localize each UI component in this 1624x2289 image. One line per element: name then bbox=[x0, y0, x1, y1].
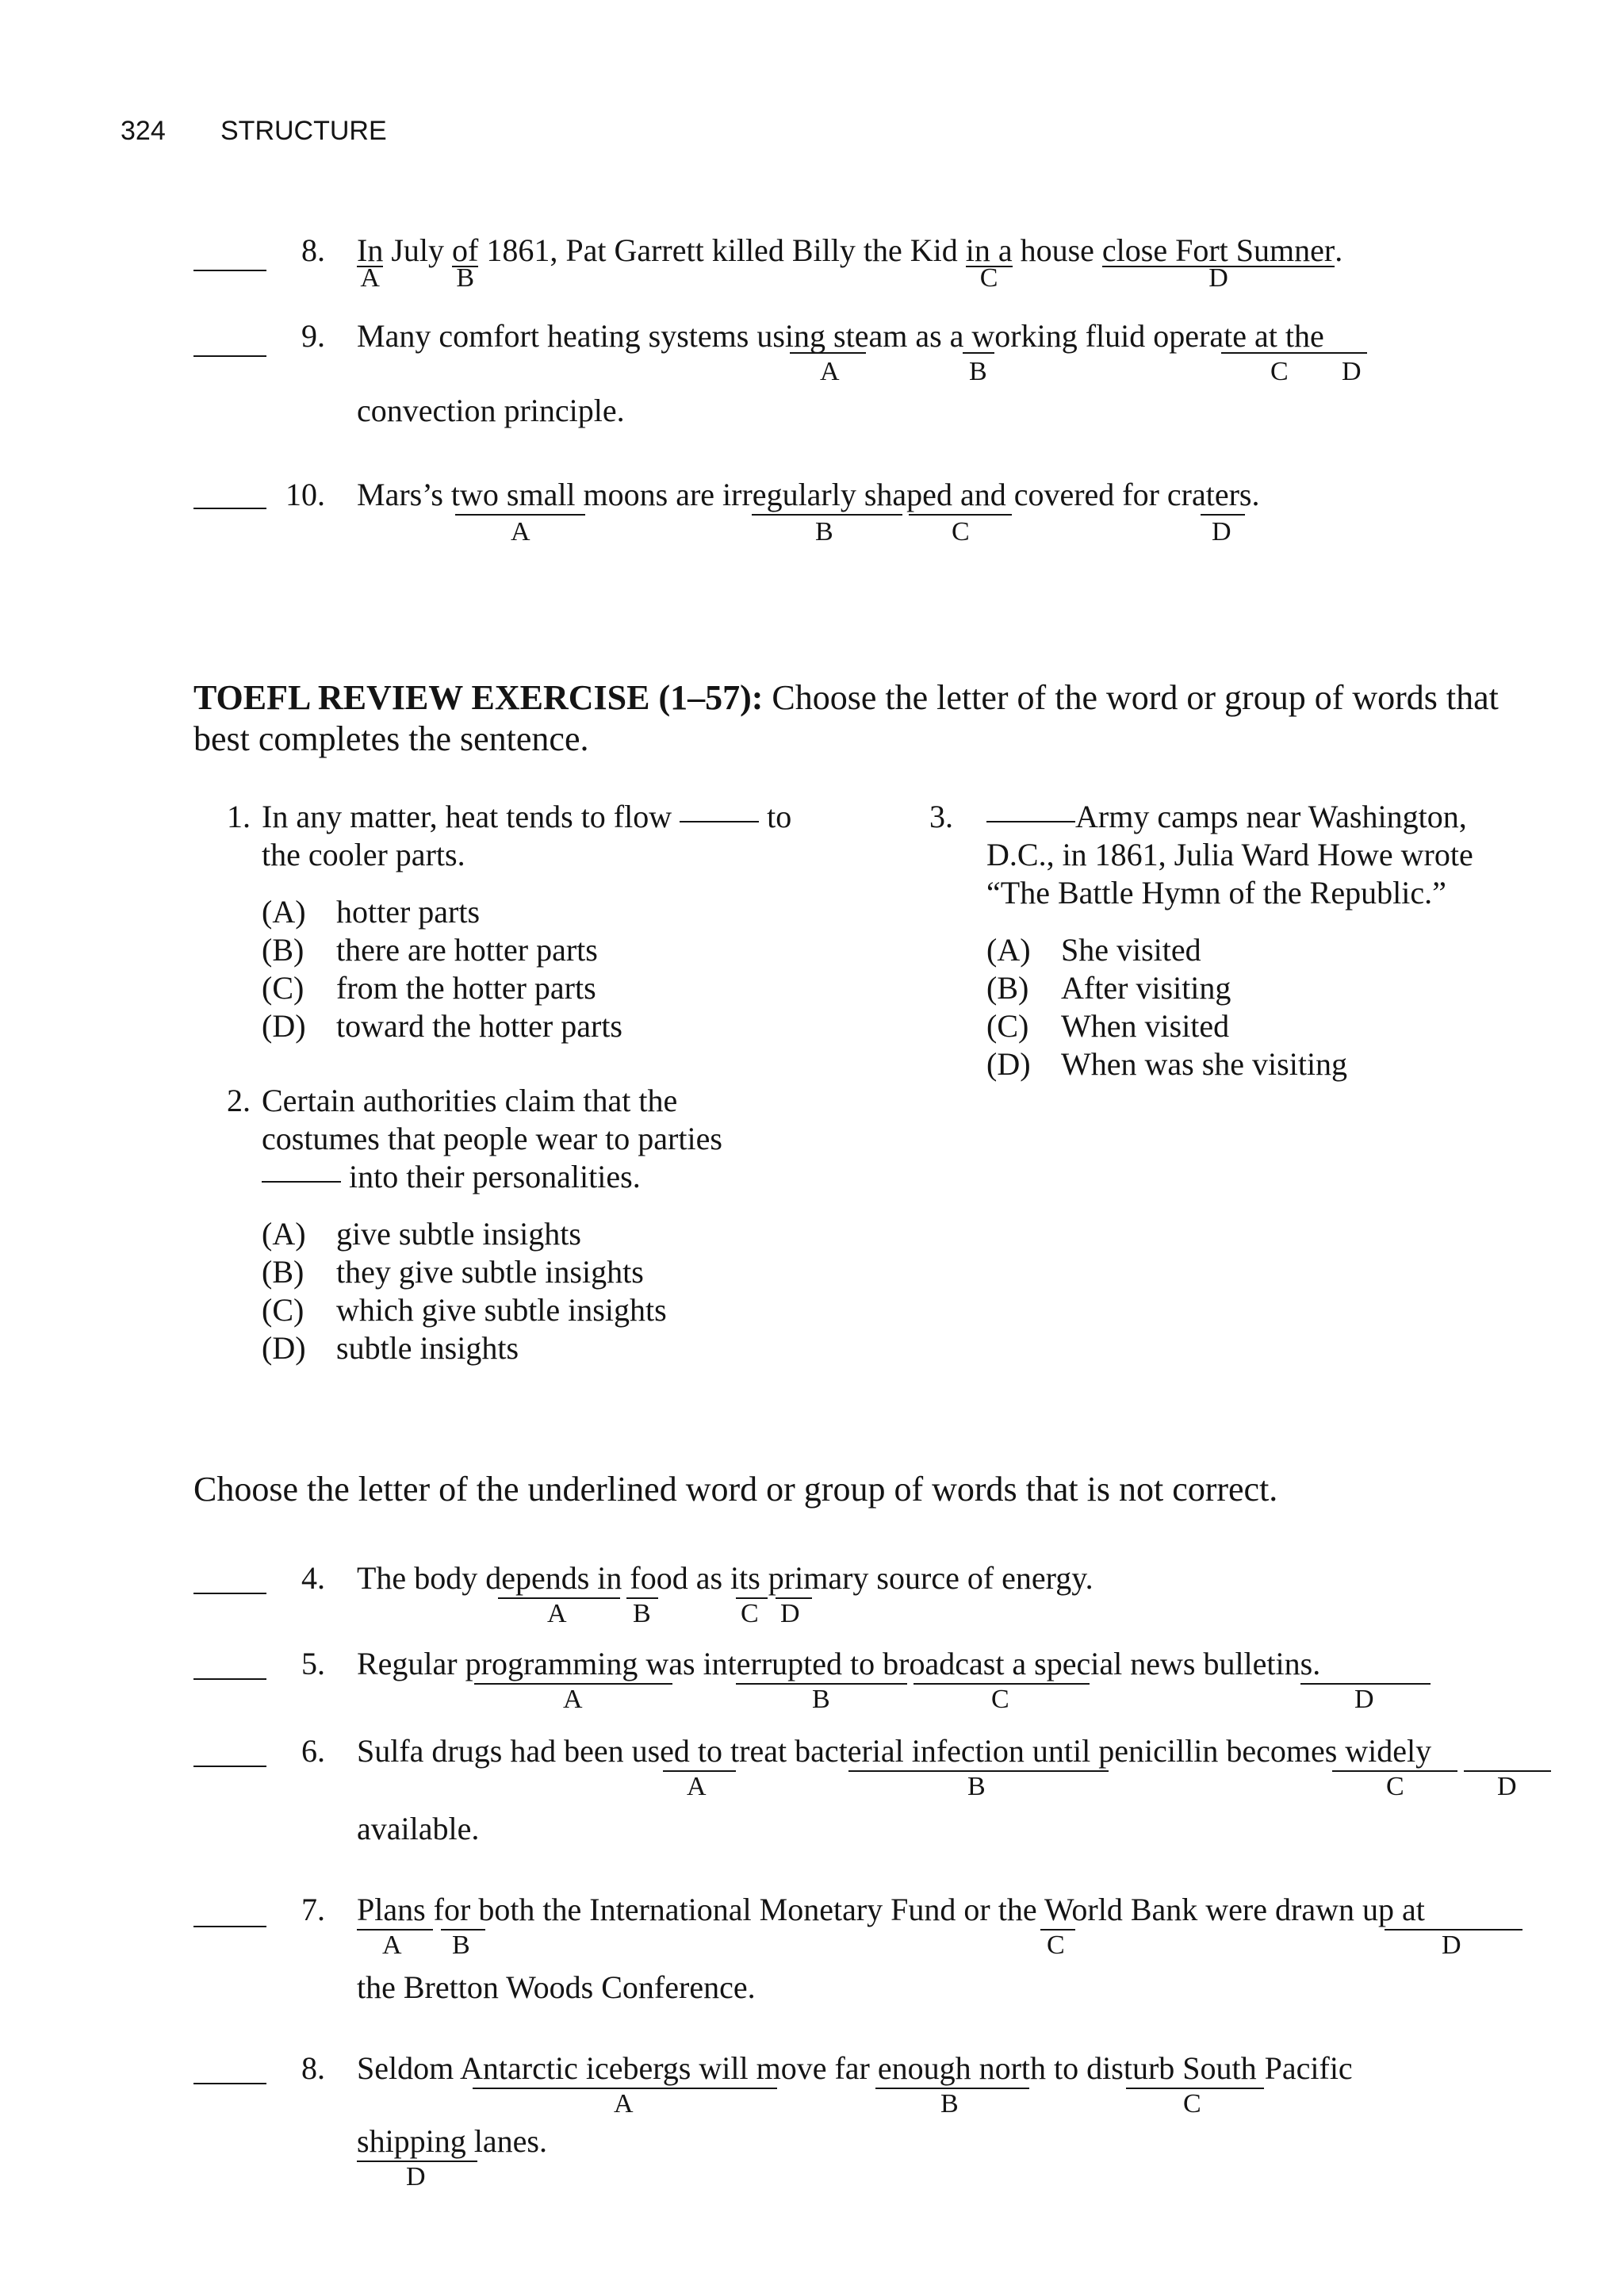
item-sentence: Seldom Antarctic icebergs will move far enough north to disturb South Pacific bbox=[357, 2050, 1353, 2086]
option-letter-c: C bbox=[991, 1685, 1009, 1714]
underline-a bbox=[790, 352, 866, 354]
question-3-text: Army camps near Washington, D.C., in 1861, Julia Ward Howe wrote “The Battle Hymn of the Republic.” bbox=[986, 799, 1473, 911]
item-number: 9. bbox=[301, 318, 325, 354]
underline-b bbox=[752, 514, 902, 516]
underlined-option-d: close Fort Sumner D bbox=[1101, 232, 1335, 293]
item-number: 6. bbox=[301, 1733, 325, 1769]
option-c[interactable]: (C) which give subtle insights bbox=[262, 1292, 667, 1328]
question-2: 2. bbox=[227, 1083, 251, 1118]
option-a[interactable]: (A) hotter parts bbox=[262, 894, 481, 930]
item-sentence: Regular programming was interrupted to broadcast a special news bulletins. bbox=[357, 1646, 1321, 1681]
option-letter-d: D bbox=[1354, 1685, 1374, 1714]
option-letter-d: D bbox=[1342, 357, 1362, 386]
option-letter-a: A bbox=[563, 1685, 583, 1714]
option-d[interactable]: (D) subtle insights bbox=[262, 1330, 519, 1366]
option-a[interactable]: (A) give subtle insights bbox=[262, 1216, 581, 1252]
option-letter-d: D bbox=[780, 1599, 800, 1628]
item-sentence-cont: convection principle. bbox=[357, 393, 625, 428]
question-1: 1. bbox=[227, 799, 251, 834]
option-letter-b: B bbox=[633, 1599, 651, 1628]
answer-blank[interactable] bbox=[193, 270, 266, 271]
option-letter-a: A bbox=[511, 517, 530, 546]
option-c[interactable]: (C) When visited bbox=[986, 1008, 1230, 1044]
answer-gap bbox=[680, 821, 759, 822]
option-b[interactable]: (B) After visiting bbox=[986, 970, 1231, 1006]
option-letter-c: C bbox=[741, 1599, 759, 1628]
option-letter-b: B bbox=[969, 357, 987, 386]
option-letter-b: B bbox=[812, 1685, 830, 1714]
option-letter-d: D bbox=[1497, 1772, 1517, 1801]
item-sentence: In A July of B 1861, Pat Garrett killed Billy the Kid in a C house close Fort Sumner D . bbox=[357, 232, 1343, 293]
option-letter-d: D bbox=[1442, 1931, 1461, 1960]
option-letter-a: A bbox=[382, 1931, 402, 1960]
answer-gap bbox=[262, 1181, 341, 1183]
option-letter-c: C bbox=[1047, 1931, 1065, 1960]
section-instruction: Choose the letter of the underlined word or group of words that is not correct. bbox=[193, 1470, 1278, 1509]
answer-gap bbox=[986, 821, 1075, 822]
item-number: 5. bbox=[301, 1646, 325, 1681]
underlined-option-a: In A bbox=[357, 232, 384, 293]
item-sentence: The body depends in food as its primary source of energy. bbox=[357, 1560, 1094, 1596]
option-letter-a: A bbox=[687, 1772, 707, 1801]
answer-blank[interactable] bbox=[193, 355, 266, 357]
option-letter-c: C bbox=[952, 517, 970, 546]
underline-a bbox=[455, 514, 585, 516]
item-number: 10. bbox=[285, 477, 325, 512]
option-d[interactable]: (D) When was she visiting bbox=[986, 1046, 1348, 1082]
item-sentence: Plans for both the International Monetary Fund or the World Bank were drawn up at bbox=[357, 1892, 1425, 1927]
section-title: STRUCTURE bbox=[220, 116, 387, 146]
option-letter-a: A bbox=[547, 1599, 567, 1628]
option-letter-b: B bbox=[452, 1931, 470, 1960]
option-letter-c: C bbox=[1270, 357, 1289, 386]
option-letter-b: B bbox=[815, 517, 833, 546]
item-number: 8. bbox=[301, 2050, 325, 2086]
item-sentence: Sulfa drugs had been used to treat bacterial infection until penicillin becomes widely bbox=[357, 1733, 1432, 1769]
option-letter-a: A bbox=[614, 2089, 634, 2118]
item-sentence-cont: shipping lanes. bbox=[357, 2123, 547, 2159]
option-a[interactable]: (A) She visited bbox=[986, 932, 1201, 968]
underlined-option-b: of B bbox=[452, 232, 479, 293]
underline-b bbox=[963, 352, 994, 354]
underlined-option-c: in a C bbox=[965, 232, 1013, 293]
item-sentence: Many comfort heating systems using steam as a working fluid operate at the bbox=[357, 318, 1324, 354]
question-2-text: Certain authorities claim that the costumes that people wear to parties into their personalities. bbox=[262, 1083, 722, 1194]
underline-d bbox=[1339, 352, 1367, 354]
underline-c bbox=[1221, 352, 1348, 354]
option-letter-c: C bbox=[1386, 1772, 1404, 1801]
option-c[interactable]: (C) from the hotter parts bbox=[262, 970, 596, 1006]
item-sentence-cont: available. bbox=[357, 1811, 480, 1846]
option-b[interactable]: (B) there are hotter parts bbox=[262, 932, 598, 968]
option-b[interactable]: (B) they give subtle insights bbox=[262, 1254, 644, 1290]
option-letter-a: A bbox=[820, 357, 840, 386]
item-sentence: Mars’s two small moons are irregularly shaped and covered for craters. bbox=[357, 477, 1260, 512]
exercise-title: TOEFL REVIEW EXERCISE (1–57): Choose the letter of the word or group of words that bbox=[193, 678, 1499, 717]
option-letter-c: C bbox=[1183, 2089, 1201, 2118]
option-letter-d: D bbox=[406, 2162, 426, 2191]
question-1-text: In any matter, heat tends to flow to the cooler parts. bbox=[262, 799, 792, 872]
question-3: 3. bbox=[929, 799, 953, 834]
item-sentence-cont: the Bretton Woods Conference. bbox=[357, 1969, 756, 2005]
option-letter-d: D bbox=[1212, 517, 1231, 546]
exercise-title-cont: best completes the sentence. bbox=[193, 719, 589, 758]
item-number: 8. bbox=[301, 232, 325, 268]
page-number: 324 bbox=[121, 116, 166, 146]
option-letter-b: B bbox=[940, 2089, 959, 2118]
item-number: 4. bbox=[301, 1560, 325, 1596]
underline-c bbox=[909, 514, 1012, 516]
option-d[interactable]: (D) toward the hotter parts bbox=[262, 1008, 622, 1044]
underline-d bbox=[1201, 514, 1245, 516]
item-number: 7. bbox=[301, 1892, 325, 1927]
option-letter-b: B bbox=[967, 1772, 986, 1801]
